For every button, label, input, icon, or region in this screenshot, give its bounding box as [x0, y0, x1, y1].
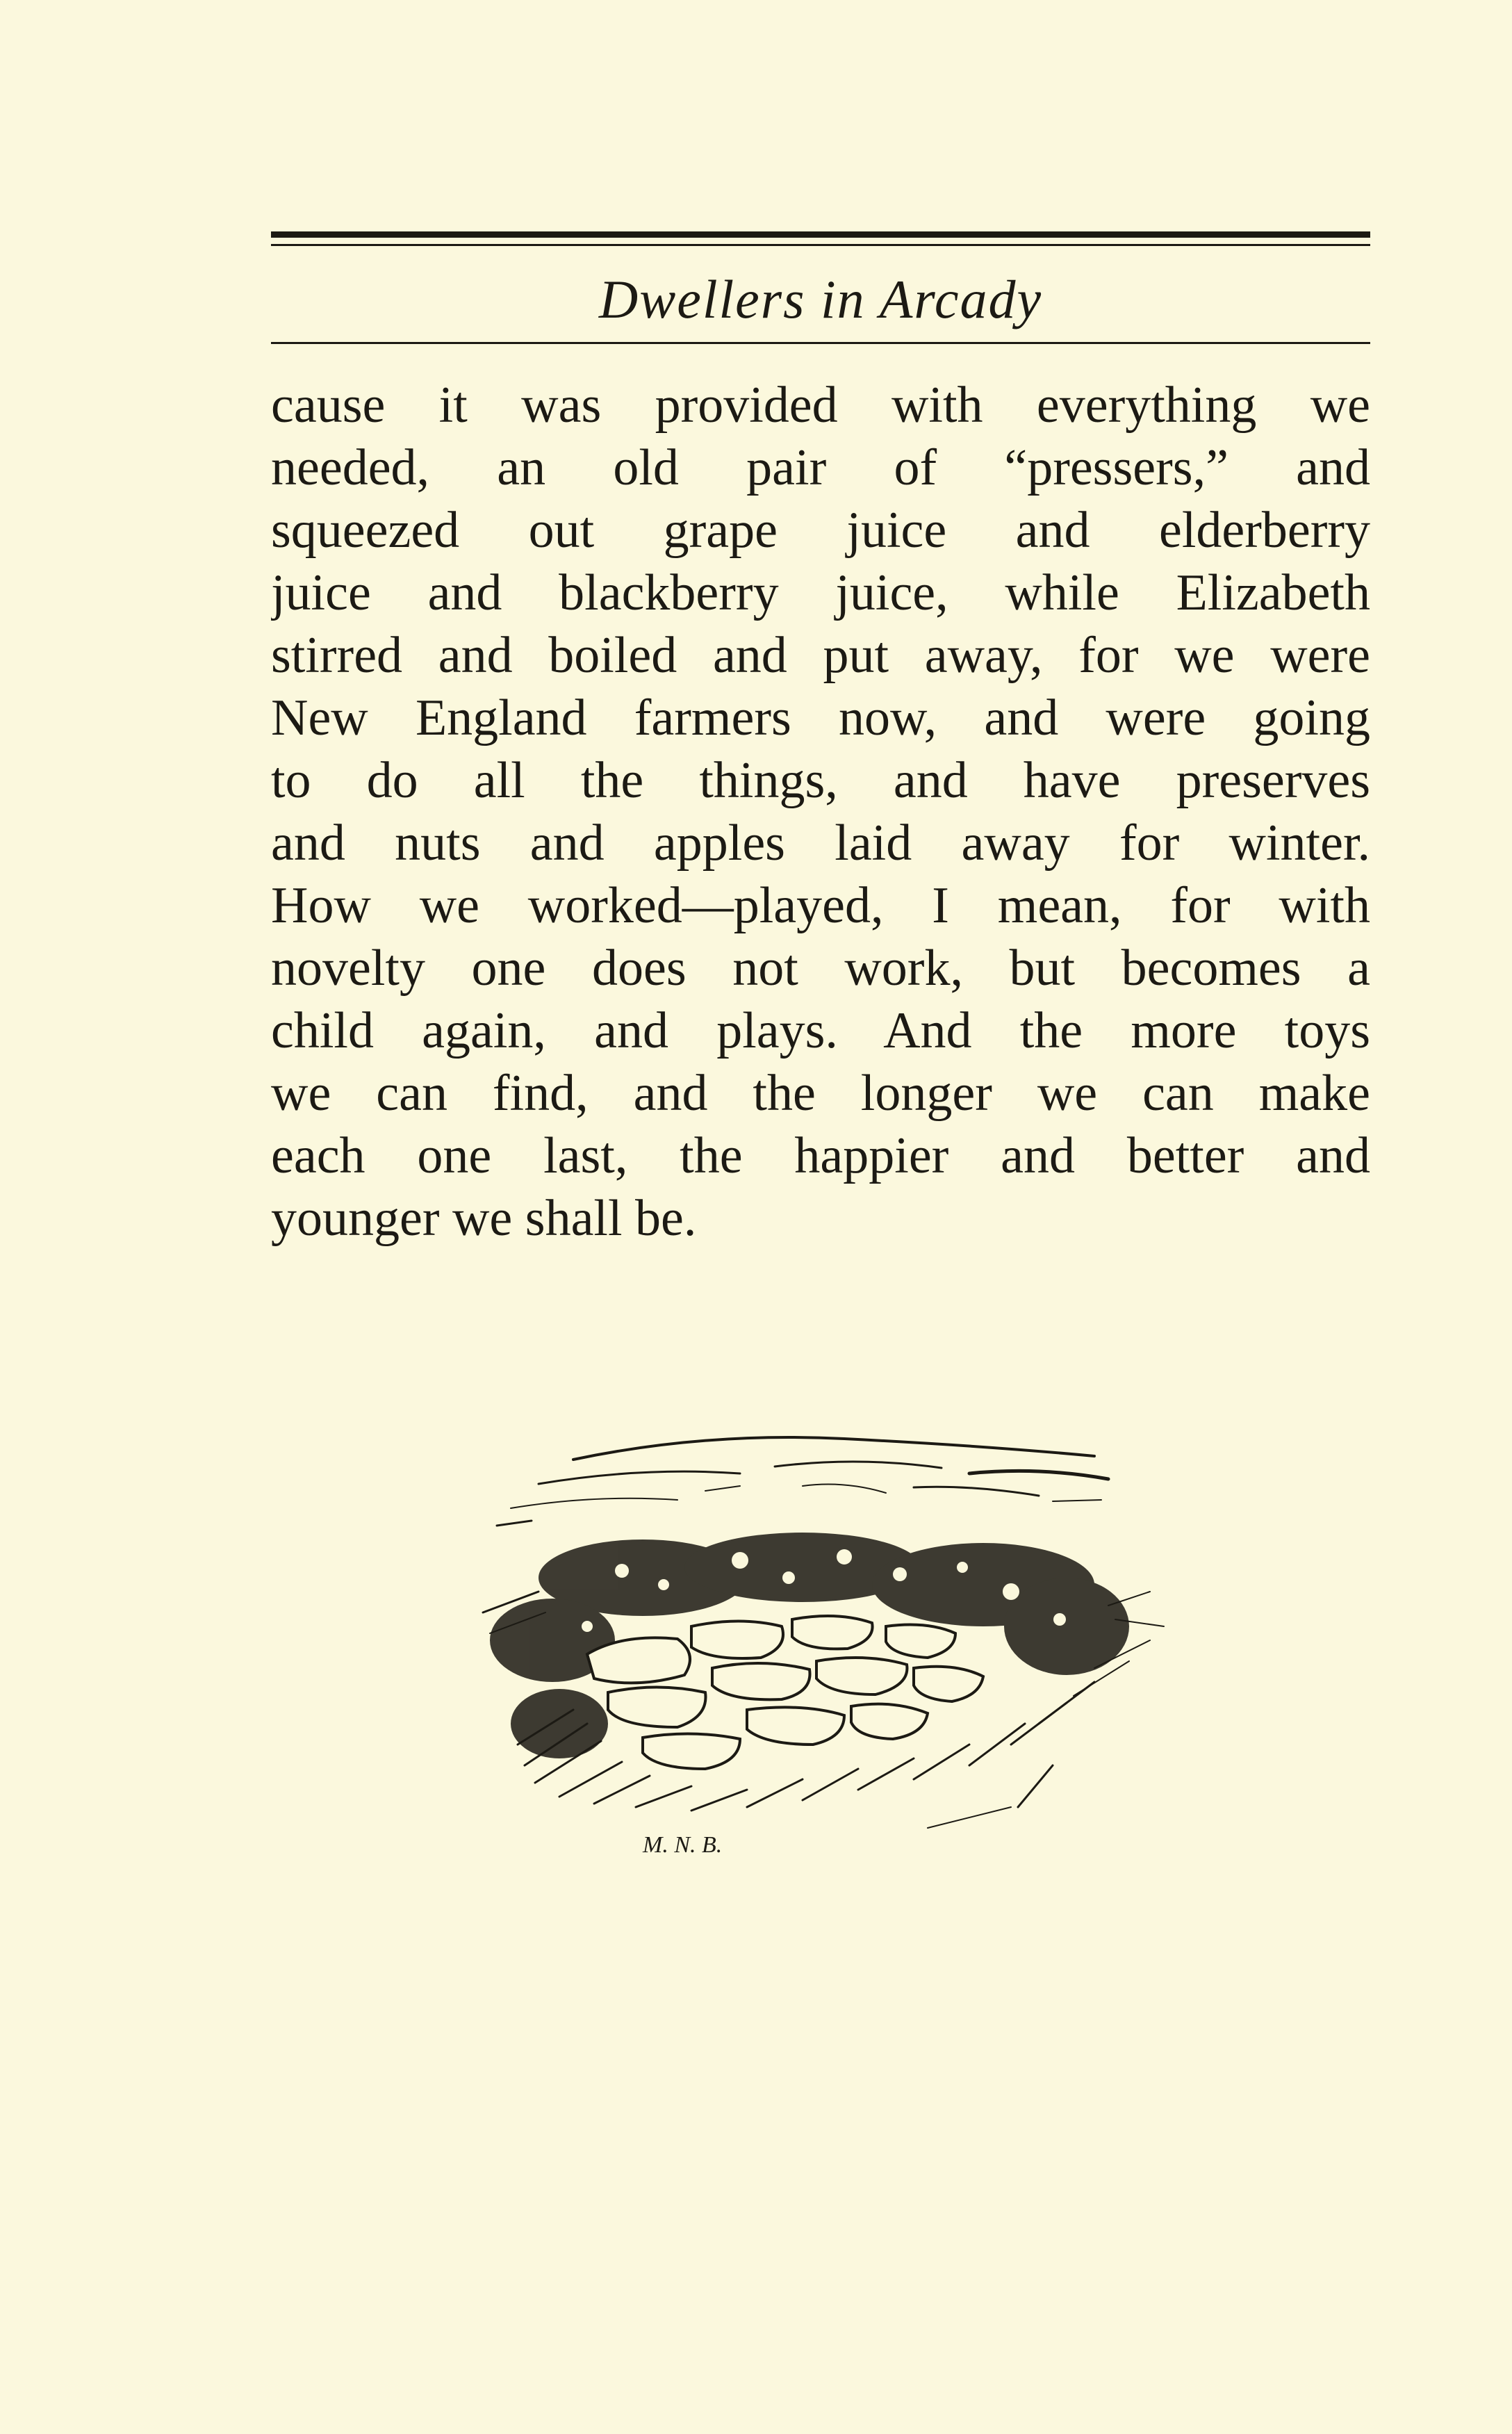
text-line: child again, and plays. And the more toys: [271, 1002, 1370, 1059]
text-line: How we worked—played, I mean, for with: [271, 877, 1370, 934]
vignette-stones: [587, 1616, 983, 1769]
header-rule-thick: [271, 231, 1370, 238]
header-rule-bottom: [271, 342, 1370, 344]
header-rule-thin: [271, 244, 1370, 246]
body-paragraph: [271, 374, 1370, 1250]
text-line: juice and blackberry juice, while Elizabeth: [271, 564, 1370, 621]
text-line: squeezed out grape juice and elderberry: [271, 502, 1370, 559]
text-line: and nuts and apples laid away for winter.: [271, 815, 1370, 872]
text-line: to do all the things, and have preserves: [271, 752, 1370, 809]
vignette-sky-strokes: [497, 1437, 1108, 1526]
text-line: stirred and boiled and put away, for we were: [271, 627, 1370, 684]
text-line: we can find, and the longer we can make: [271, 1065, 1370, 1122]
stone-wall-vignette-icon: [413, 1418, 1226, 1870]
running-head: Dwellers in Arcady: [598, 269, 1043, 329]
illustrator-signature: M. N. B.: [643, 1832, 723, 1858]
text-line: New England farmers now, and were going: [271, 689, 1370, 746]
text-line: needed, an old pair of “pressers,” and: [271, 439, 1370, 496]
text-line: novelty one does not work, but becomes a: [271, 940, 1370, 997]
text-line: each one last, the happier and better and: [271, 1127, 1370, 1184]
text-line-last: younger we shall be.: [271, 1190, 697, 1247]
text-line: cause it was provided with everything we: [271, 377, 1370, 434]
